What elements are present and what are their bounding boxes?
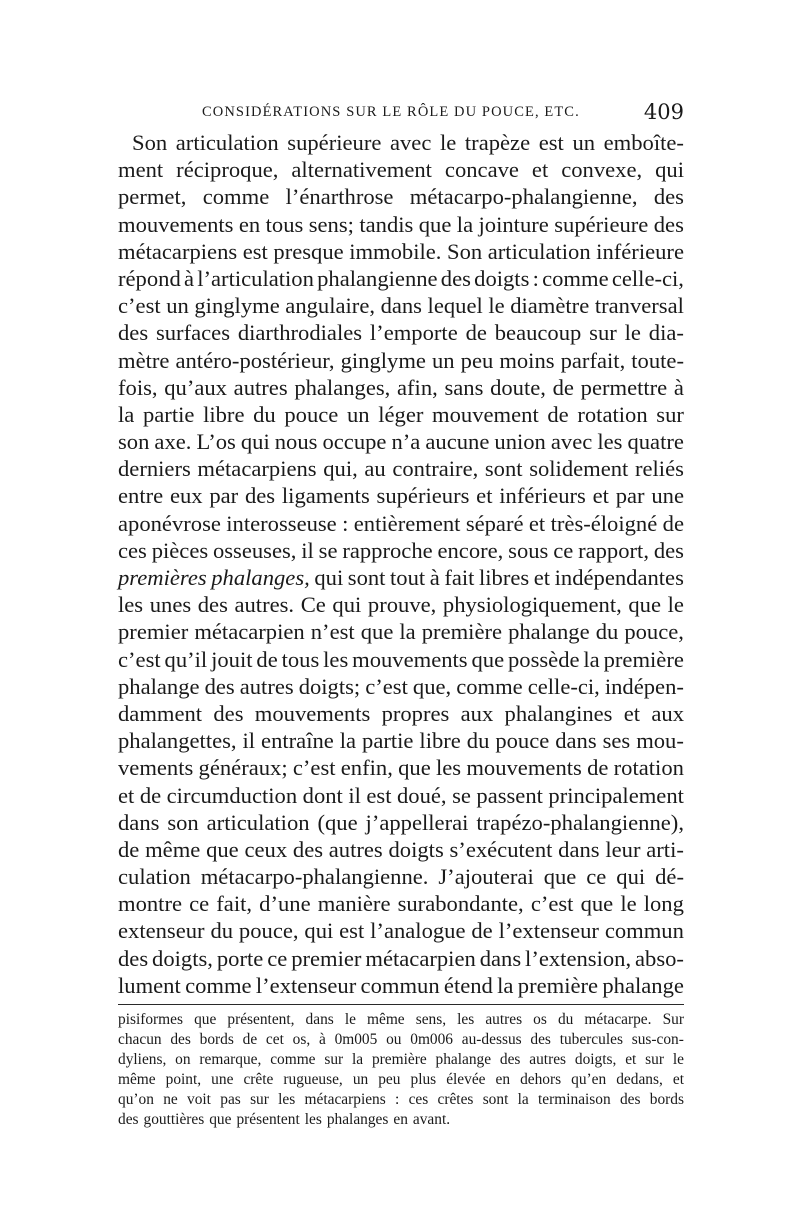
text-line: ces pièces osseuses, il se rapproche encore, sous ce rapport, des: [118, 537, 684, 563]
text-line: damment des mouvements propres aux phalangines et aux: [118, 700, 684, 726]
footnote-line: qu’on ne voit pas sur les métacarpiens : ces crêtes sont la terminaison des bords: [118, 1091, 684, 1108]
text-line: premier métacarpien n’est que la première phalange du pouce,: [118, 619, 684, 645]
footnote: [118, 1011, 684, 1131]
text-line: montre ce fait, d’une manière surabondante, c’est que le long: [118, 891, 684, 917]
text-line: répond à l’articulation phalangienne des doigts : comme celle-ci,: [118, 265, 684, 291]
text-line: de même que ceux des autres doigts s’exécutent dans leur arti-: [118, 836, 684, 862]
text-line: phalangettes, il entraîne la partie libre du pouce dans ses mou-: [118, 728, 684, 754]
text-line: son axe. L’os qui nous occupe n’a aucune union avec les quatre: [118, 429, 684, 455]
text-line: des doigts, porte ce premier métacarpien dans l’extension, abso-: [118, 945, 684, 971]
text-line: culation métacarpo-phalangienne. J’ajouterai que ce qui dé-: [118, 864, 684, 890]
text-line: mouvements en tous sens; tandis que la jointure supérieure des: [118, 211, 684, 237]
text-line: vements généraux; c’est enfin, que les mouvements de rotation: [118, 755, 684, 781]
text-line: mètre antéro-postérieur, ginglyme un peu moins parfait, toute-: [118, 347, 684, 373]
text-line: les unes des autres. Ce qui prouve, physiologiquement, que le: [118, 592, 684, 618]
footnote-line: des gouttières que présentent les phalanges en avant.: [118, 1111, 451, 1128]
text-line: aponévrose interosseuse : entièrement séparé et très-éloigné de: [118, 510, 684, 536]
text-line: permet, comme l’énarthrose métacarpo-phalangienne, des: [118, 184, 684, 210]
running-head: [118, 100, 684, 126]
footnote-line: même point, une crête rugueuse, un peu plus élevée en dehors qu’en dedans, et: [118, 1071, 684, 1088]
text-line: la partie libre du pouce un léger mouvement de rotation sur: [118, 401, 684, 427]
footnote-rule: [118, 1004, 684, 1005]
text-line: c’est un ginglyme angulaire, dans lequel le diamètre tranversal: [118, 293, 684, 319]
text-line: métacarpiens est presque immobile. Son articulation inférieure: [118, 238, 684, 264]
footnote-line: pisiformes que présentent, dans le même sens, les autres os du métacarpe. Sur: [118, 1011, 684, 1028]
text-line: entre eux par des ligaments supérieurs et inférieurs et par une: [118, 483, 684, 509]
page-number: 409: [643, 100, 684, 124]
text-line: fois, qu’aux autres phalanges, afin, sans doute, de permettre à: [118, 374, 684, 400]
running-title: CONSIDÉRATIONS SUR LE RÔLE DU POUCE, ETC.: [202, 104, 580, 120]
text-line: dans son articulation (que j’appellerai trapézo-phalangienne),: [118, 809, 684, 835]
text-line: lument comme l’extenseur commun étend la première phalange: [118, 972, 684, 998]
text-line: ment réciproque, alternativement concave et convexe, qui: [118, 157, 684, 183]
footnote-line: dyliens, on remarque, comme sur la première phalange des autres doigts, et sur le: [118, 1051, 684, 1068]
main-text: [118, 130, 684, 1000]
text-line: des surfaces diarthrodiales l’emporte de beaucoup sur le dia-: [118, 320, 684, 346]
text-line: et de circumduction dont il est doué, se passent principalement: [118, 782, 684, 808]
text-line: c’est qu’il jouit de tous les mouvements que possède la première: [118, 646, 684, 672]
text-line: Son articulation supérieure avec le trapèze est un emboîte-: [132, 130, 684, 155]
text-line: extenseur du pouce, qui est l’analogue de l’extenseur commun: [118, 918, 684, 944]
text-line: derniers métacarpiens qui, au contraire, sont solidement reliés: [118, 456, 684, 482]
footnote-line: chacun des bords de cet os, à 0m005 ou 0m006 au-dessus des tubercules sus-con-: [118, 1031, 684, 1048]
text-line: phalange des autres doigts; c’est que, comme celle-ci, indépen-: [118, 673, 684, 699]
text-line: premières phalanges, qui sont tout à fait libres et indépendantes: [118, 565, 684, 590]
